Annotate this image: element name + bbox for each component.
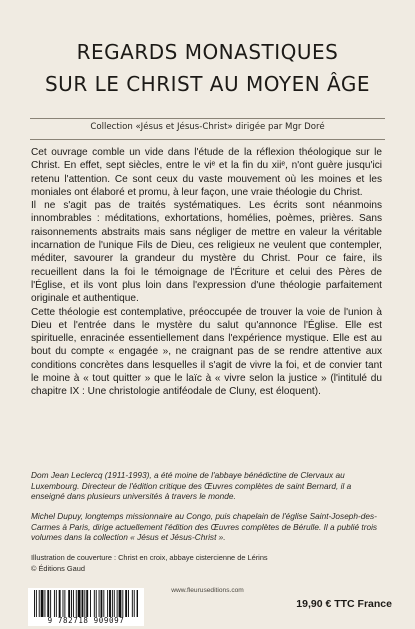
copyright: © Éditions Gaud (31, 563, 85, 573)
barcode-bars (34, 590, 138, 617)
price: 19,90 € TTC France (296, 598, 392, 610)
author-bio-dupuy: Michel Dupuy, longtemps missionnaire au Congo, puis chapelain de l'église Saint-Joseph-des-Carmes à Paris, dirige actuellement l'édition des Œuvres complètes de Bérulle. Il a publié trois volumes dans la collection « Jésus et Jésus-Christ ». (31, 511, 378, 543)
collection-rule-top (30, 118, 385, 119)
barcode-number: 9 782718 909097 (47, 616, 125, 625)
isbn-barcode (28, 588, 144, 626)
illustration-credit: Illustration de couverture : Christ en croix, abbaye cistercienne de Lérins (31, 553, 268, 562)
summary-paragraph: Il ne s'agit pas de traités systématiques. Les écrits sont néanmoins innombrables : méditations, exhortations, homélies, poèmes, prières. Sans raisonnements abstraits mais sans négliger de mettre en valeur la véritable incarnation de l'unique Fils de Dieu, ces religieux ne veulent que contempler, méditer, savourer la grandeur du mystère du Christ. Pour ce faire, ils recueillent dans la foi le témoignage de l'Écriture et celui des Pères de l'Église, et ils vont plus loin dans l'expression d'une théologie parfaitement originale et authentique. (31, 200, 382, 305)
summary-paragraph: Cet ouvrage comble un vide dans l'étude de la réflexion théologique sur le Christ. En effet, sept siècles, entre le viᵉ et la fin du xiiᵉ, n'ont guère jusqu'ici retenu l'attention. Ce sont ceux du vaste mouvement où les moines et les moniales ont élaboré et promu, à leur façon, une vraie théologie du Christ. (31, 147, 382, 198)
credits (31, 553, 382, 574)
summary-text (31, 146, 382, 399)
title-line-2: SUR LE CHRIST AU MOYEN ÂGE (44, 72, 370, 96)
author-bio-leclercq: Dom Jean Leclercq (1911-1993), a été moine de l'abbaye bénédictine de Clervaux au Luxembourg. Directeur de l'édition critique des Œuvres complètes de saint Bernard, il a enseigné dans plusieurs universités à travers le monde. (31, 470, 352, 502)
publisher-website: www.fleuruseditions.com (171, 587, 244, 594)
summary-paragraph: Cette théologie est contemplative, préoccupée de trouver la voie de l'union à Dieu et l'entrée dans le mystère du salut qu'annonce l'Église. Elle est spirituelle, enracinée essentiellement dans l'expérience mystique. Elle est au bout du compte « engagée », ne craignant pas de se rendre attentive aux conditions concrètes dans lesquelles il s'agit de vivre la foi, et de convier tant le moine à « tout quitter » que le laïc à « vivre selon la justice » (l'intitulé du chapitre IX : Une christologie antiféodale de Cluny, est éloquent). (31, 306, 382, 398)
collection-rule-bottom (30, 139, 385, 140)
title-line-1: REGARDS MONASTIQUES (76, 40, 339, 64)
collection-line: Collection «Jésus et Jésus-Christ» dirigée par Mgr Doré (90, 122, 325, 132)
